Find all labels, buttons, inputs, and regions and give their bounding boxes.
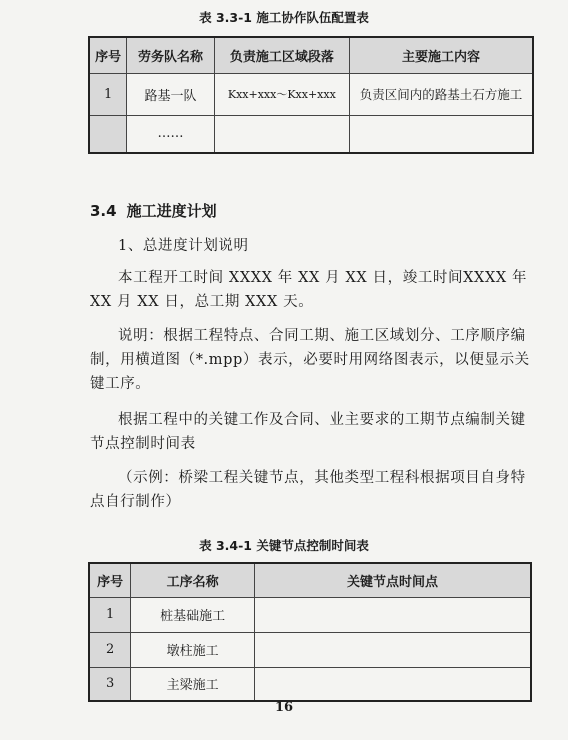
table2-caption: 表 3.4-1 关键节点控制时间表 [199, 538, 369, 553]
table2-cell-index: 1 [89, 597, 131, 632]
table1-caption: 表 3.3-1 施工协作队伍配置表 [199, 10, 369, 25]
key-node-table [88, 562, 532, 702]
table2-cell-process: 桩基础施工 [131, 597, 255, 632]
table1-cell-index [89, 115, 127, 153]
table2-cell-index: 2 [89, 632, 131, 667]
table2-cell-time [254, 667, 531, 701]
table1-cell-index: 1 [89, 73, 127, 115]
paragraph-schedule-note: 说明：根据工程特点、合同工期、施工区域划分、工序顺序编制，用横道图（*.mpp）表示，必要时用网络图表示，以便显示关键工序。 [90, 328, 530, 392]
table1-cell-area: Kxx+xxx～Kxx+xxx [214, 73, 349, 115]
table2-header-process: 工序名称 [131, 563, 255, 597]
table2-cell-process: 主梁施工 [131, 667, 255, 701]
paragraph-schedule-dates: 本工程开工时间 XXXX 年 XX 月 XX 日，竣工时间XXXX 年 XX 月 XX 日，总工期 XXX 天。 [90, 270, 528, 310]
table1-cell-team: 路基一队 [127, 73, 214, 115]
table-row [89, 73, 533, 115]
table1-cell-area [214, 115, 349, 153]
table1-header-area: 负责施工区域段落 [214, 37, 349, 73]
table2-header-index: 序号 [89, 563, 131, 597]
table2-cell-process: 墩柱施工 [131, 632, 255, 667]
table1-header-content: 主要施工内容 [349, 37, 533, 73]
table-row [89, 597, 531, 632]
page-number: 16 [274, 700, 294, 715]
section-title: 施工进度计划 [126, 202, 217, 220]
table2-header-time: 关键节点时间点 [254, 563, 531, 597]
table2-header-row [89, 563, 531, 597]
table-row [89, 667, 531, 701]
table2-cell-time [254, 597, 531, 632]
section-number: 3.4 [90, 202, 117, 220]
table2-cell-index: 3 [89, 667, 131, 701]
table1-header-team: 劳务队名称 [127, 37, 214, 73]
table1-cell-team: …… [127, 115, 214, 153]
table-row [89, 115, 533, 153]
table-row [89, 632, 531, 667]
table1-header-index: 序号 [89, 37, 127, 73]
paragraph-overview-heading: 1、总进度计划说明 [118, 238, 249, 254]
table2-cell-time [254, 632, 531, 667]
table1-cell-content [349, 115, 533, 153]
table1-header-row [89, 37, 533, 73]
worker-team-table [88, 36, 534, 154]
section-heading [90, 200, 217, 221]
paragraph-key-nodes: 根据工程中的关键工作及合同、业主要求的工期节点编制关键节点控制时间表 [90, 412, 526, 452]
paragraph-example-note: （示例：桥梁工程关键节点，其他类型工程科根据项目自身特点自行制作） [90, 470, 526, 510]
table1-cell-content: 负责区间内的路基土石方施工 [349, 73, 533, 115]
